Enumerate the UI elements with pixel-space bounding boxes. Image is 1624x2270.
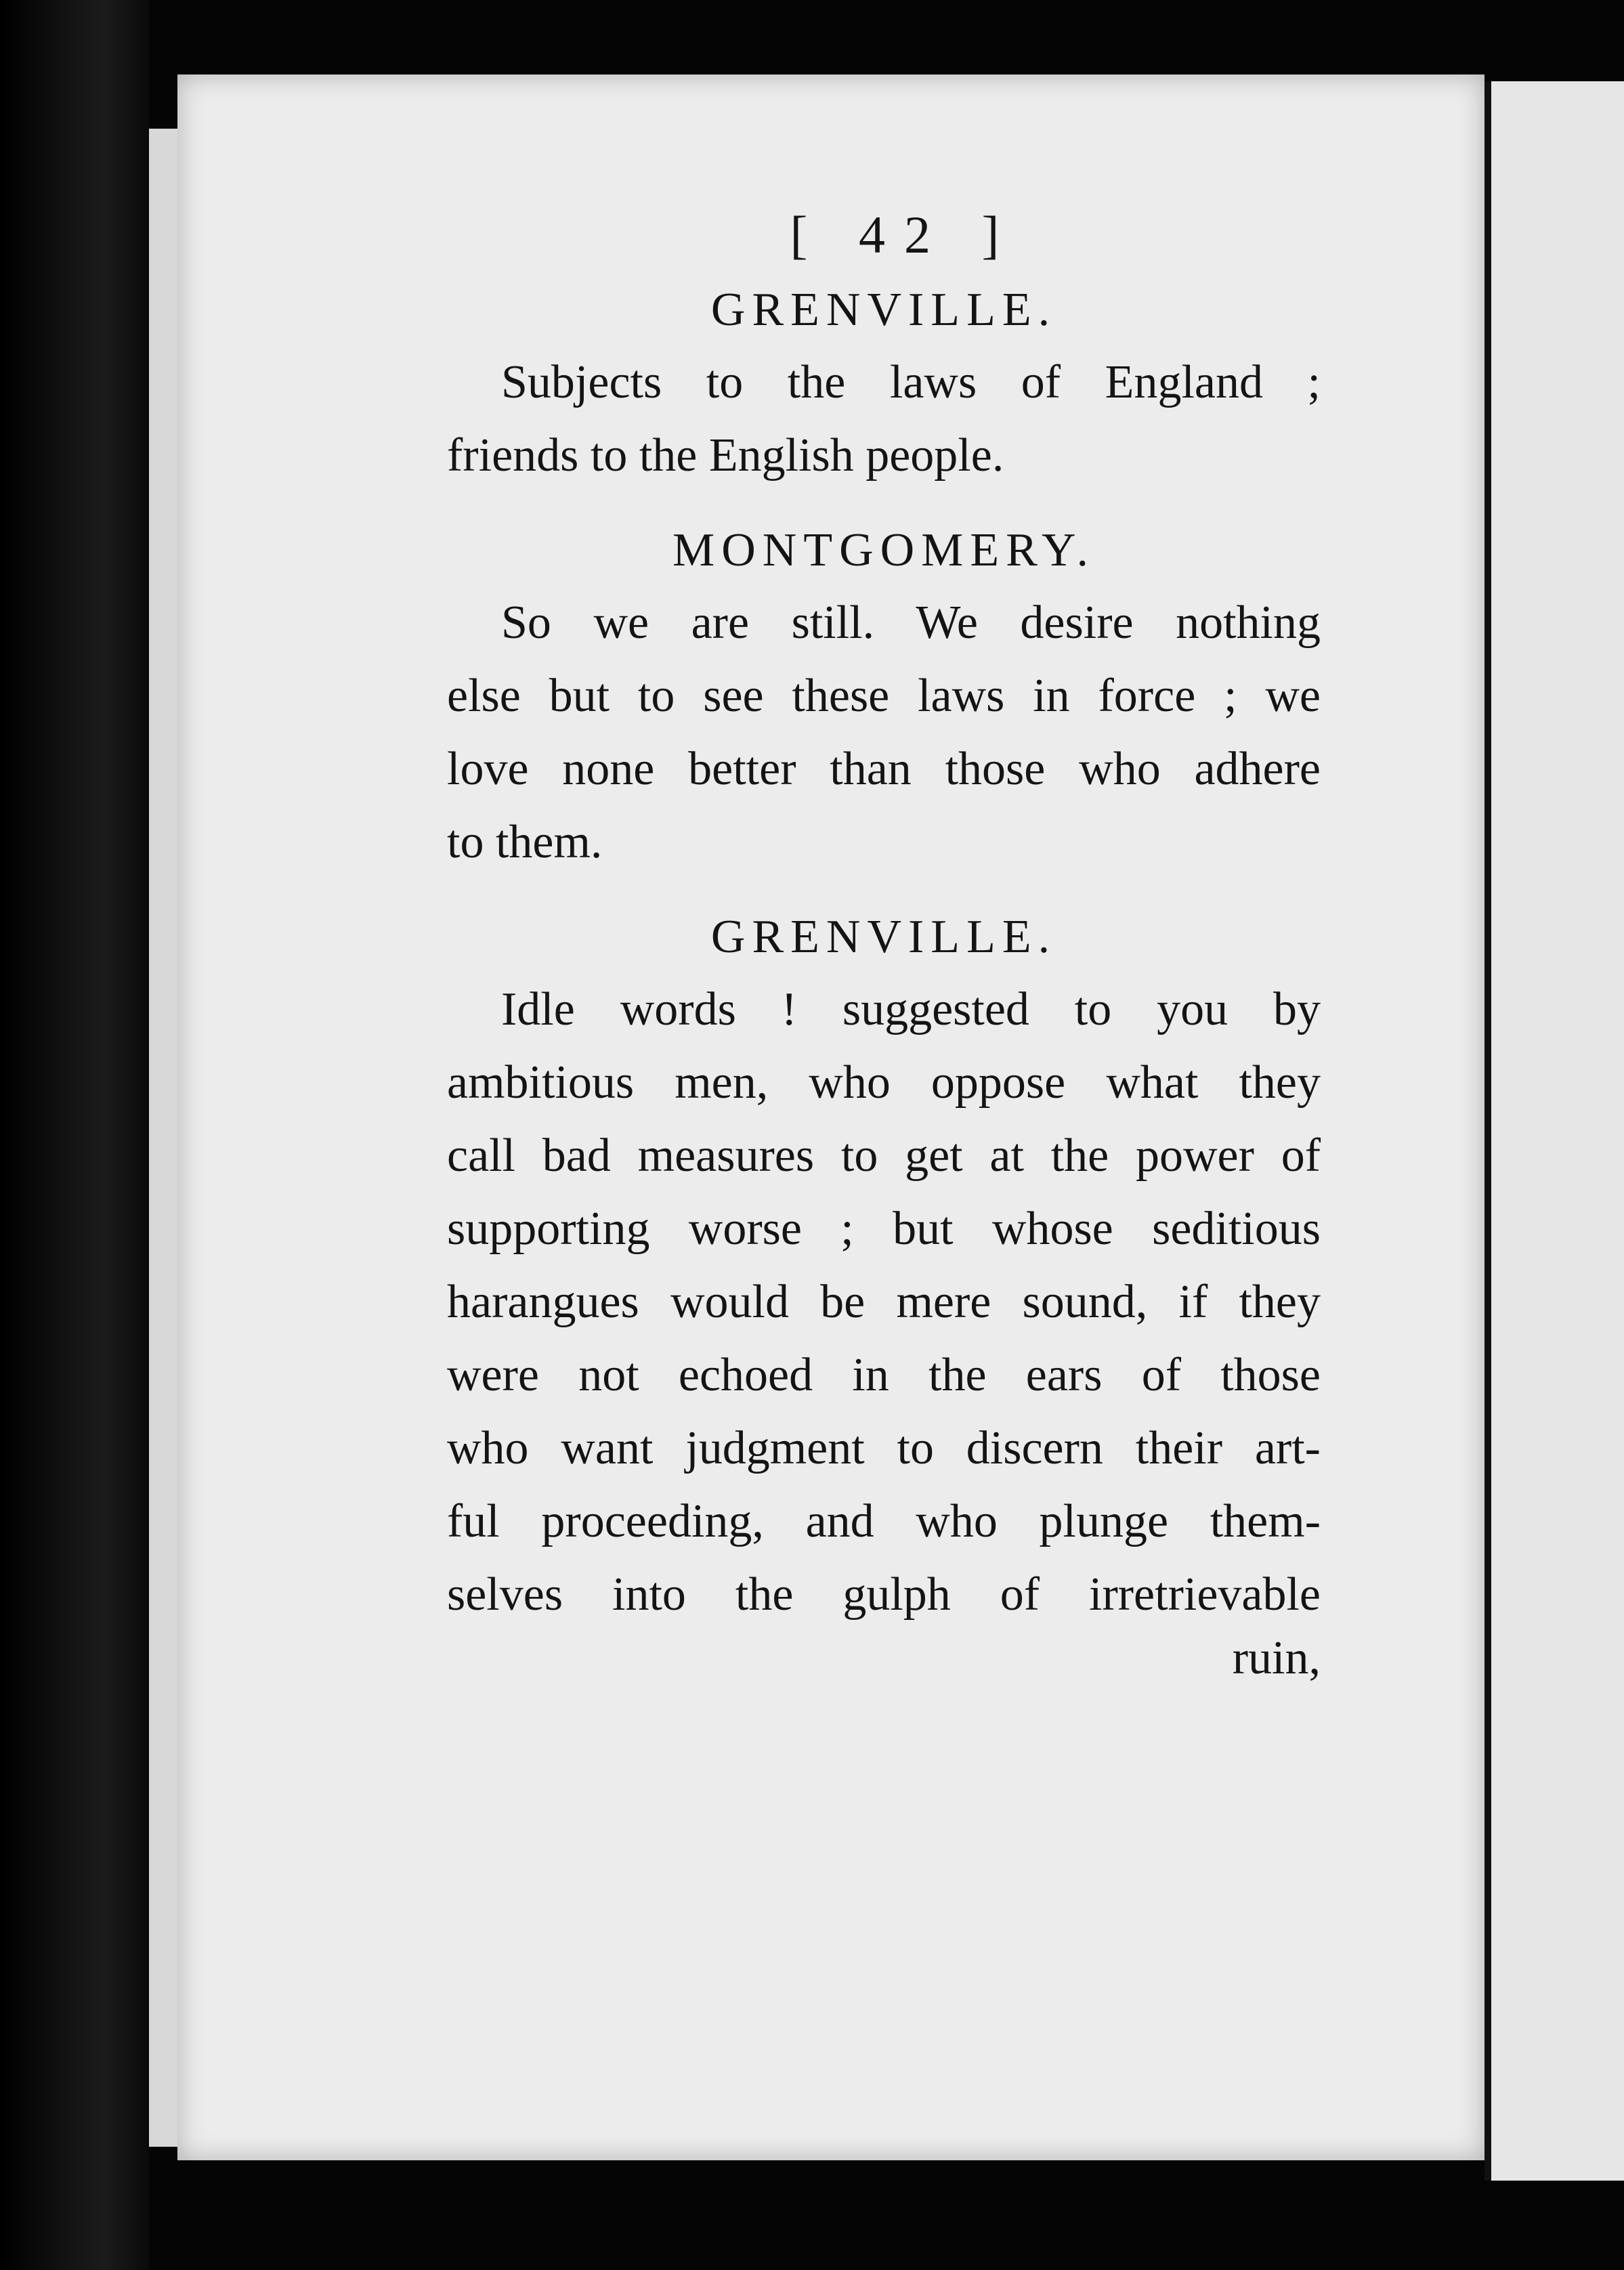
text-line: who want judgment to discern their art- [447, 1421, 1321, 1474]
text-line: Subjects to the laws of England ; [501, 356, 1321, 408]
speech-text [447, 586, 1321, 879]
text-line: selves into the gulph of irretrievable [447, 1568, 1321, 1621]
facing-page-edge [1484, 81, 1624, 2181]
text-line: ful proceeding, and who plunge them- [447, 1495, 1321, 1547]
text-line: ambitious men, who oppose what they [447, 1056, 1321, 1109]
text-line: harangues would be mere sound, if they [447, 1275, 1321, 1328]
speaker-name: GRENVILLE. [710, 283, 1057, 336]
page-edge [149, 129, 181, 2147]
page-number: [ 42 ] [790, 205, 1019, 264]
speaker-name: MONTGOMERY. [672, 523, 1096, 576]
text-line: else but to see these laws in force ; we [447, 669, 1321, 722]
text-line: to them. [447, 815, 603, 868]
text-line: friends to the English people. [447, 429, 1004, 481]
text-line: supporting worse ; but whose seditious [447, 1202, 1321, 1255]
text-line: love none better than those who adhere [447, 742, 1321, 795]
dialogue-block [447, 519, 1321, 879]
text-line: were not echoed in the ears of those [447, 1348, 1321, 1401]
speech-text [447, 973, 1321, 1631]
speech-text [447, 346, 1321, 492]
speaker-name: GRENVILLE. [710, 910, 1057, 963]
dialogue-block [447, 279, 1321, 492]
catchword: ruin, [1232, 1631, 1321, 1684]
text-line: So we are still. We desire nothing [501, 596, 1321, 649]
text-line: call bad measures to get at the power of [447, 1129, 1321, 1182]
page-text [447, 203, 1321, 1726]
catchword-row [447, 1631, 1321, 1726]
dialogue-block [447, 906, 1321, 1726]
book-binding [0, 0, 149, 2270]
text-line: Idle words ! suggested to you by [501, 983, 1321, 1035]
